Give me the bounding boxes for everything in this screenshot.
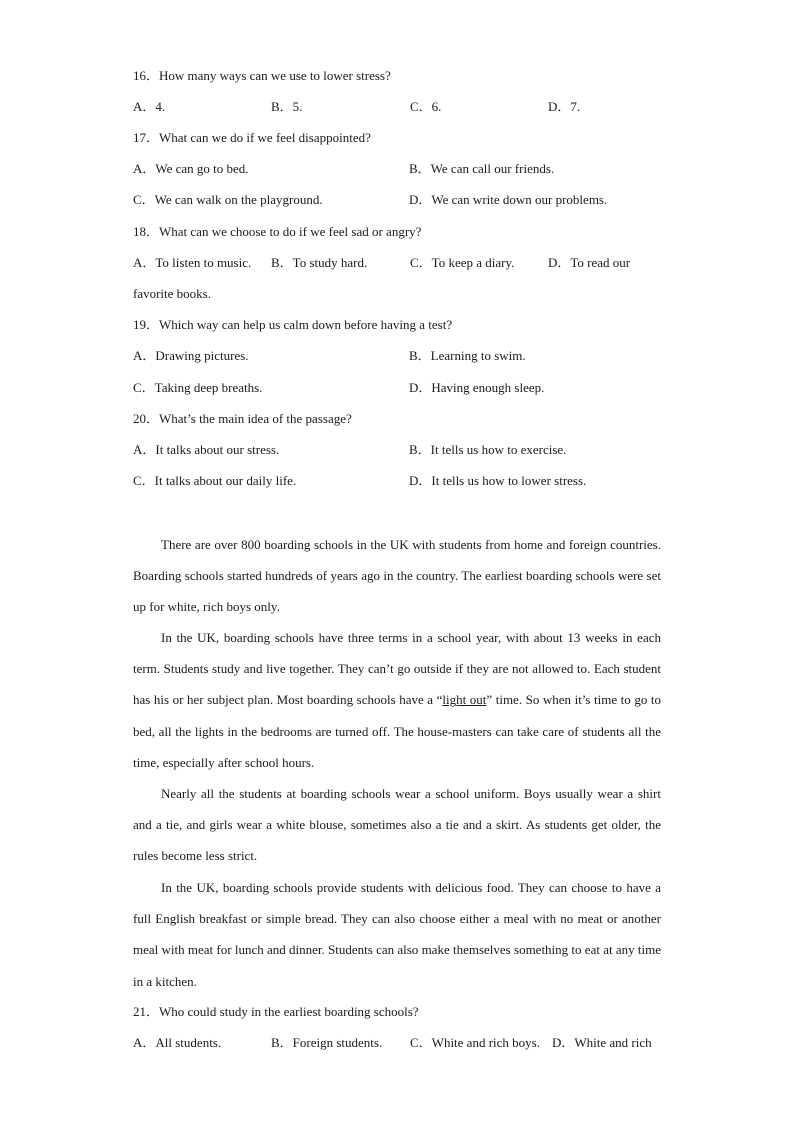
- question-20-stem: 20．What’s the main idea of the passage?: [133, 411, 352, 426]
- question-21-option-b[interactable]: B．Foreign students.: [271, 1035, 383, 1050]
- passage-paragraph-2-text-a: In the UK, boarding schools have three terms in a school year, with about 13 weeks in each term. Students study and live together. They can’t go outside if they are not allowed to. Each student has his or her subject plan. Most boarding schools have a “: [133, 630, 661, 708]
- passage-paragraph-2-text-b: ” time. So when it’s time to go to bed, all the lights in the bedrooms are turned off. The house-masters can take care of students all the time, especially after school hours.: [133, 692, 661, 770]
- question-18-option-d-continuation: favorite books.: [133, 286, 211, 301]
- question-16-option-a[interactable]: A．4.: [133, 99, 166, 114]
- question-16-option-c[interactable]: C．6.: [410, 99, 442, 114]
- question-19-option-b[interactable]: B．Learning to swim.: [409, 348, 526, 363]
- question-17-stem: 17．What can we do if we feel disappointed?: [133, 130, 371, 145]
- question-16-option-d[interactable]: D．7.: [548, 99, 581, 114]
- passage-paragraph-3-text: Nearly all the students at boarding schools wear a school uniform. Boys usually wear a shirt and a tie, and girls wear a white blouse, sometimes also a tie and a skirt. As students get older, the rules become less strict.: [133, 786, 661, 864]
- passage-paragraph-4-text: In the UK, boarding schools provide students with delicious food. They can choose to have a full English breakfast or simple bread. They can also choose either a meal with no meat or another meal with meat for lunch and dinner. Students can also make themselves something to eat at any time in a kitchen.: [133, 880, 661, 989]
- question-19-option-a[interactable]: A．Drawing pictures.: [133, 348, 249, 363]
- passage-paragraph-2: [133, 622, 661, 778]
- question-18-stem: 18．What can we choose to do if we feel sad or angry?: [133, 224, 422, 239]
- question-21-option-a[interactable]: A．All students.: [133, 1035, 222, 1050]
- question-20-option-b[interactable]: B．It tells us how to exercise.: [409, 442, 567, 457]
- question-21-option-d[interactable]: D．White and rich: [552, 1035, 652, 1050]
- passage-paragraph-3: [133, 778, 661, 872]
- question-21-stem: 21．Who could study in the earliest boarding schools?: [133, 1004, 419, 1019]
- question-18-option-d[interactable]: D．To read our: [548, 255, 631, 270]
- question-16-option-b[interactable]: B．5.: [271, 99, 303, 114]
- passage-paragraph-4: [133, 872, 661, 997]
- question-20-option-c[interactable]: C．It talks about our daily life.: [133, 473, 297, 488]
- question-19-option-c[interactable]: C．Taking deep breaths.: [133, 380, 263, 395]
- passage-paragraph-1-text: There are over 800 boarding schools in the UK with students from home and foreign countries. Boarding schools started hundreds of years ago in the country. The earliest boarding schools were set up for white, rich boys only.: [133, 537, 661, 615]
- question-17-option-a[interactable]: A．We can go to bed.: [133, 161, 249, 176]
- question-21-option-c[interactable]: C．White and rich boys.: [410, 1035, 540, 1050]
- question-17-option-c[interactable]: C．We can walk on the playground.: [133, 192, 323, 207]
- question-18-option-b[interactable]: B．To study hard.: [271, 255, 368, 270]
- passage-paragraph-1: [133, 529, 661, 623]
- question-19-option-d[interactable]: D．Having enough sleep.: [409, 380, 545, 395]
- question-17-option-d[interactable]: D．We can write down our problems.: [409, 192, 608, 207]
- question-16-stem: 16．How many ways can we use to lower stress?: [133, 68, 391, 83]
- question-18-option-c[interactable]: C．To keep a diary.: [410, 255, 515, 270]
- underlined-phrase-light-out: light out: [442, 692, 487, 708]
- question-20-option-d[interactable]: D．It tells us how to lower stress.: [409, 473, 587, 488]
- question-18-option-a[interactable]: A．To listen to music.: [133, 255, 252, 270]
- question-20-option-a[interactable]: A．It talks about our stress.: [133, 442, 280, 457]
- question-19-stem: 19．Which way can help us calm down before having a test?: [133, 317, 453, 332]
- question-17-option-b[interactable]: B．We can call our friends.: [409, 161, 555, 176]
